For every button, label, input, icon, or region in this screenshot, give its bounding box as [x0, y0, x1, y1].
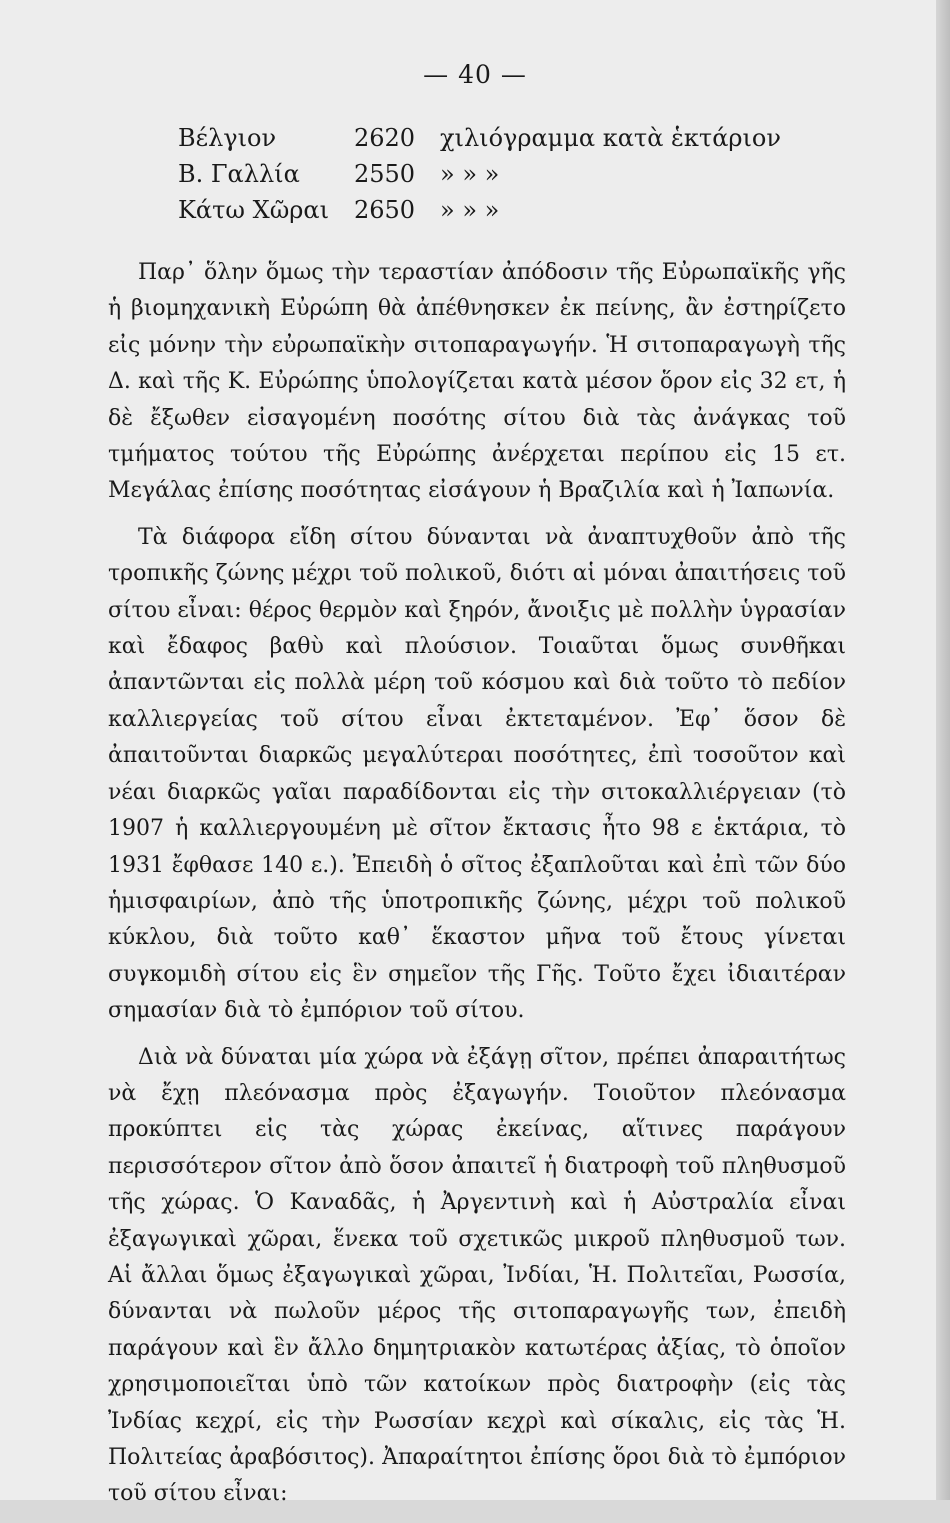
yield-country: Κάτω Χῶραι	[178, 196, 329, 224]
yield-row-belgium	[178, 120, 781, 156]
yield-value: 2550	[354, 160, 416, 188]
paragraph-wheat-cultivation: Τὰ διάφορα εἴδη σίτου δύνανται νὰ ἀναπτυχθοῦν ἀπὸ τῆς τροπικῆς ζώνης μέχρι τοῦ πολικοῦ, διότι αἱ μόναι ἀπαιτήσεις τοῦ σίτου εἶναι: θέρος θερμὸν καὶ ξηρόν, ἄνοιξις μὲ πολλὴν ὑγρασίαν καὶ ἔδαφος βαθὺ καὶ πλούσιον. Τοιαῦται ὅμως συνθῆκαι ἀπαντῶνται εἰς πολλὰ μέρη τοῦ κόσμου καὶ διὰ τοῦτο τὸ πεδίον καλλιεργείας τοῦ σίτου εἶναι ἐκτεταμένον. Ἐφ᾽ ὅσον δὲ ἀπαιτοῦνται διαρκῶς μεγαλύτεραι ποσότητες, ἐπὶ τοσοῦτον καὶ νέαι διαρκῶς γαῖαι παραδίδονται εἰς τὴν σιτοκαλλιέργειαν (τὸ 1907 ἡ καλλιεργουμένη μὲ σῖτον ἔκτασις ἦτο 98 ε ἑκτάρια, τὸ 1931 ἔφθασε 140 ε.). Ἐπειδὴ ὁ σῖτος ἐξαπλοῦται καὶ ἐπὶ τῶν δύο ἡμισφαιρίων, ἀπὸ τῆς ὑποτροπικῆς ζώνης, μέχρι τοῦ πολικοῦ κύκλου, διὰ τοῦτο καθ᾽ ἕκαστον μῆνα τοῦ ἔτους γίνεται συγκομιδὴ σίτου εἰς ἓν σημεῖον τῆς Γῆς. Τοῦτο ἔχει ἰδιαιτέραν σημασίαν διὰ τὸ ἐμπόριον τοῦ σίτου.	[108, 524, 846, 1024]
yield-country: Β. Γαλλία	[178, 160, 300, 188]
yield-unit: » » »	[440, 160, 500, 188]
yield-country: Βέλγιον	[178, 124, 277, 152]
page-edge	[936, 0, 950, 1500]
page-number: — 40 —	[423, 60, 527, 89]
yield-value: 2620	[354, 124, 416, 152]
yield-row-north-france	[178, 156, 781, 192]
paragraph-european-production: Παρ᾽ ὅλην ὅμως τὴν τεραστίαν ἀπόδοσιν τῆς Εὐρωπαϊκῆς γῆς ἡ βιομηχανικὴ Εὐρώπη θὰ ἀπέθνησκεν ἐκ πείνης, ἂν ἐστηρίζετο εἰς μόνην τὴν εὐρωπαϊκὴν σιτοπαραγωγήν. Ἡ σιτοπαραγωγὴ τῆς Δ. καὶ τῆς Κ. Εὐρώπης ὑπολογίζεται κατὰ μέσον ὅρον εἰς 32 ετ, ἡ δὲ ἔξωθεν εἰσαγομένη ποσότης σίτου διὰ τὰς ἀνάγκας τοῦ τμήματος τούτου τῆς Εὐρώπης ἀνέρχεται περίπου εἰς 15 ετ. Μεγάλας ἐπίσης ποσότητας εἰσάγουν ἡ Βραζιλία καὶ ἡ Ἰαπωνία.	[108, 260, 846, 504]
yield-unit: » » »	[440, 196, 500, 224]
yield-table	[178, 120, 781, 228]
body-text	[108, 255, 846, 1523]
paragraph-wheat-export: Διὰ νὰ δύναται μία χώρα νὰ ἐξάγῃ σῖτον, πρέπει ἀπαραιτήτως νὰ ἔχῃ πλεόνασμα πρὸς ἐξαγωγήν. Τοιοῦτον πλεόνασμα προκύπτει εἰς τὰς χώρας ἐκείνας, αἵτινες παράγουν περισσότερον σῖτον ἀπὸ ὅσον ἀπαιτεῖ ἡ διατροφὴ τοῦ πληθυσμοῦ τῆς χώρας. Ὁ Καναδᾶς, ἡ Ἀργεντινὴ καὶ ἡ Αὐστραλία εἶναι ἐξαγωγικαὶ χῶραι, ἕνεκα τοῦ σχετικῶς μικροῦ πληθυσμοῦ των. Αἱ ἄλλαι ὅμως ἐξαγωγικαὶ χῶραι, Ἰνδίαι, Ἡ. Πολιτεῖαι, Ρωσσία, δύνανται νὰ πωλοῦν μέρος τῆς σιτοπαραγωγῆς των, ἐπειδὴ παράγουν καὶ ἓν ἄλλο δημητριακὸν κατωτέρας ἀξίας, τὸ ὁποῖον χρησιμοποιεῖται ὑπὸ τῶν κατοίκων πρὸς διατροφὴν (εἰς τὰς Ἰνδίας κεχρί, εἰς τὴν Ρωσσίαν κεχρὶ καὶ σίκαλις, εἰς τὰς Ἡ. Πολιτείας ἀραβόσιτος). Ἀπαραίτητοι ἐπίσης ὅροι διὰ τὸ ἐμπόριον τοῦ σίτου εἶναι:	[108, 1044, 846, 1507]
yield-unit: χιλιόγραμμα κατὰ ἑκτάριον	[440, 124, 781, 152]
yield-value: 2650	[354, 196, 416, 224]
yield-row-netherlands	[178, 192, 781, 228]
